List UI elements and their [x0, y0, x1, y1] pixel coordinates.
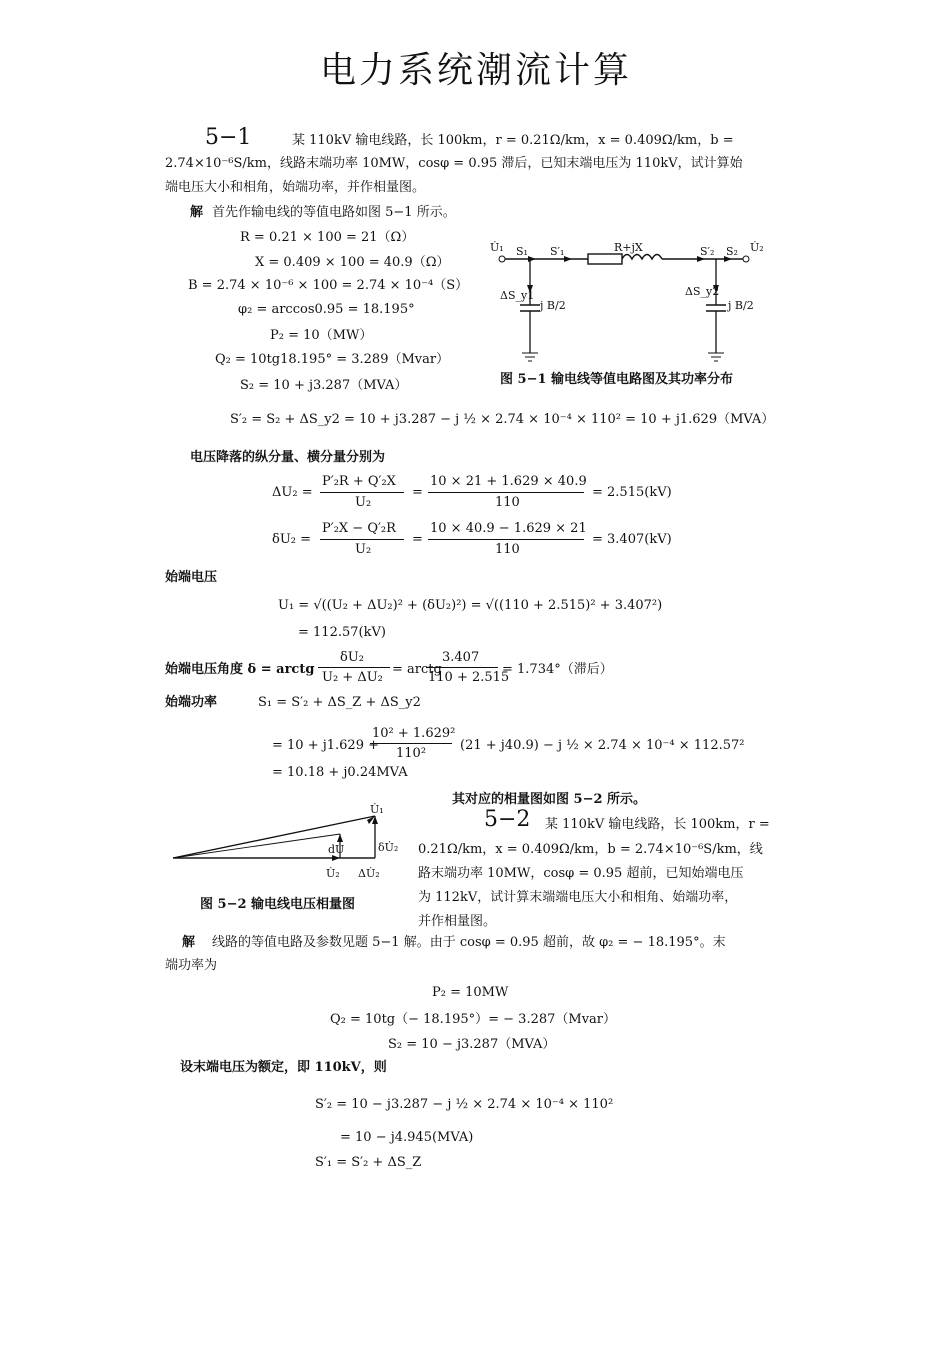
fig52-U2: U̇₂ — [326, 867, 340, 880]
fig52-U1: U̇₁ — [370, 803, 384, 816]
problem-5-2-line4: 为 112kV，试计算末端端电压大小和相角、始端功率， — [418, 890, 738, 905]
solution-text: 首先作输电线的等值电路如图 5−1 所示。 — [212, 205, 456, 220]
fig51-U2: U̇₂ — [750, 241, 764, 254]
fig51-S2: S₂ — [726, 245, 738, 258]
fraction-bar — [370, 743, 452, 744]
eq-S1-result: = 10.18 + j0.24MVA — [272, 765, 408, 780]
eq-S2: S₂ = 10 + j3.287（MVA） — [240, 378, 408, 393]
solution-5-2-line1: 线路的等值电路及参数见题 5−1 解。由于 cosφ = 0.95 超前，故 φ₂ = − 18.195°。末 — [212, 935, 726, 950]
phasor-text: 其对应的相量图如图 5−2 所示。 — [452, 792, 647, 807]
fig51-dSy1: ΔS_y1 — [500, 289, 535, 302]
eq-S1: S₁ = S′₂ + ΔS_Z + ΔS_y2 — [258, 695, 421, 710]
fig51-dSy2: ΔS_y2 — [685, 285, 720, 298]
angle-result: = 1.734°（滞后） — [502, 662, 613, 677]
eq-P2: P₂ = 10（MW） — [270, 328, 373, 343]
figure-5-1-caption: 图 5−1 输电线等值电路图及其功率分布 — [500, 372, 734, 387]
eq-dU-num2: 10 × 21 + 1.629 × 40.9 — [430, 474, 587, 489]
solution-label: 解 — [190, 205, 204, 220]
problem-5-1-line3: 端电压大小和相角，始端功率，并作相量图。 — [165, 180, 426, 195]
eq-sU-den: U₂ — [355, 542, 372, 557]
eq-S1-a: = 10 + j1.629 + — [272, 738, 379, 753]
eq-sU-den2: 110 — [495, 542, 520, 557]
problem-5-2-line1: 某 110kV 输电线路，长 100km，r = — [545, 817, 770, 832]
fig51-RX: R+jX — [614, 241, 643, 254]
eq-phi: φ₂ = arccos0.95 = 18.195° — [238, 302, 415, 317]
equals-sign: = — [412, 532, 423, 547]
eq-dU-den2: 110 — [495, 495, 520, 510]
eq52-S2-prime: S′₂ = 10 − j3.287 − j ½ × 2.74 × 10⁻⁴ × 110² — [315, 1097, 614, 1112]
problem-5-2-line3: 路末端功率 10MW，cosφ = 0.95 超前，已知始端电压 — [418, 866, 744, 881]
eq-S1-num: 10² + 1.629² — [372, 726, 456, 741]
eq-Q2: Q₂ = 10tg18.195° = 3.289（Mvar） — [215, 352, 450, 367]
eq52-S1-prime: S′₁ = S′₂ + ΔS_Z — [315, 1155, 422, 1170]
eq52-Q2: Q₂ = 10tg（− 18.195°）= − 3.287（Mvar） — [330, 1012, 617, 1027]
fig52-sU2: δU̇₂ — [378, 841, 399, 854]
fig51-jB2-right: j B/2 — [728, 299, 754, 312]
fraction-bar — [426, 667, 498, 668]
fraction-bar — [428, 492, 584, 493]
eq-R: R = 0.21 × 100 = 21（Ω） — [240, 230, 415, 245]
angle-num2: 3.407 — [442, 650, 480, 665]
eq-dU-den: U₂ — [355, 495, 372, 510]
fraction-bar — [320, 492, 404, 493]
fig51-S1: S₁ — [516, 245, 528, 258]
problem-5-1-line2: 2.74×10⁻⁶S/km，线路末端功率 10MW，cosφ = 0.95 滞后，已知末端电压为 110kV，试计算始 — [165, 156, 743, 171]
eq-X: X = 0.409 × 100 = 40.9（Ω） — [255, 255, 450, 270]
eq52-S2: S₂ = 10 − j3.287（MVA） — [388, 1037, 556, 1052]
eq-sU-num: P′₂X − Q′₂R — [322, 521, 396, 536]
problem-5-2-line2: 0.21Ω/km，x = 0.409Ω/km，b = 2.74×10⁻⁶S/km，线 — [418, 842, 763, 857]
problem-number-5-1: 5−1 — [205, 125, 252, 150]
fig52-dU: dU̇ — [328, 843, 345, 856]
eq-U1-result: = 112.57(kV) — [298, 625, 386, 640]
problem-number-5-2: 5−2 — [484, 807, 531, 832]
fig51-S2p: S′₂ — [700, 245, 715, 258]
fig51-U1: U̇₁ — [490, 241, 504, 254]
eq52-S2-prime-result: = 10 − j4.945(MVA) — [340, 1130, 474, 1145]
eq-dU-lhs: ΔU₂ = — [272, 485, 313, 500]
fraction-bar — [318, 667, 390, 668]
angle-den: U₂ + ΔU₂ — [322, 670, 383, 685]
eq-dU-result: = 2.515(kV) — [592, 485, 672, 500]
eq-S1-den: 110² — [396, 746, 427, 761]
angle-mid: = arctg — [392, 662, 442, 677]
figure-5-2-caption: 图 5−2 输电线电压相量图 — [200, 897, 356, 912]
solution-5-2-line2: 端功率为 — [165, 958, 218, 973]
eq-dU-num: P′₂R + Q′₂X — [322, 474, 396, 489]
eq-B: B = 2.74 × 10⁻⁶ × 100 = 2.74 × 10⁻⁴（S） — [188, 278, 469, 293]
eq52-P2: P₂ = 10MW — [432, 985, 509, 1000]
equals-sign: = — [412, 485, 423, 500]
problem-5-2-line5: 并作相量图。 — [418, 914, 497, 929]
angle-den2: 110 + 2.515 — [428, 670, 510, 685]
eq-sU-result: = 3.407(kV) — [592, 532, 672, 547]
fraction-bar — [320, 539, 404, 540]
eq-sU-lhs: δU₂ = — [272, 532, 312, 547]
fig51-jB2-left: j B/2 — [540, 299, 566, 312]
eq-sU-num2: 10 × 40.9 − 1.629 × 21 — [430, 521, 587, 536]
assume-text: 设末端电压为额定，即 110kV，则 — [180, 1060, 387, 1075]
eq-S2-prime: S′₂ = S₂ + ΔS_y2 = 10 + j3.287 − j ½ × 2.74 × 10⁻⁴ × 110² = 10 + j1.629（MVA） — [230, 412, 775, 427]
angle-label: 始端电压角度 δ = arctg — [165, 662, 315, 677]
start-power-label: 始端功率 — [165, 695, 218, 710]
angle-num: δU₂ — [340, 650, 364, 665]
problem-5-1-line1: 某 110kV 输电线路，长 100km，r = 0.21Ω/km，x = 0.409Ω/km，b = — [292, 133, 734, 148]
start-voltage-label: 始端电压 — [165, 570, 218, 585]
fig52-dU2: ΔU̇₂ — [358, 867, 380, 880]
fraction-bar — [428, 539, 584, 540]
solution-label-5-2: 解 — [182, 935, 196, 950]
eq-U1: U₁ = √((U₂ + ΔU₂)² + (δU₂)²) = √((110 + 2.515)² + 3.407²) — [278, 598, 663, 613]
fig51-S1p: S′₁ — [550, 245, 565, 258]
voltage-drop-text: 电压降落的纵分量、横分量分别为 — [190, 450, 386, 465]
page-title: 电力系统潮流计算 — [319, 50, 632, 91]
eq-S1-b: (21 + j40.9) − j ½ × 2.74 × 10⁻⁴ × 112.57² — [460, 738, 745, 753]
